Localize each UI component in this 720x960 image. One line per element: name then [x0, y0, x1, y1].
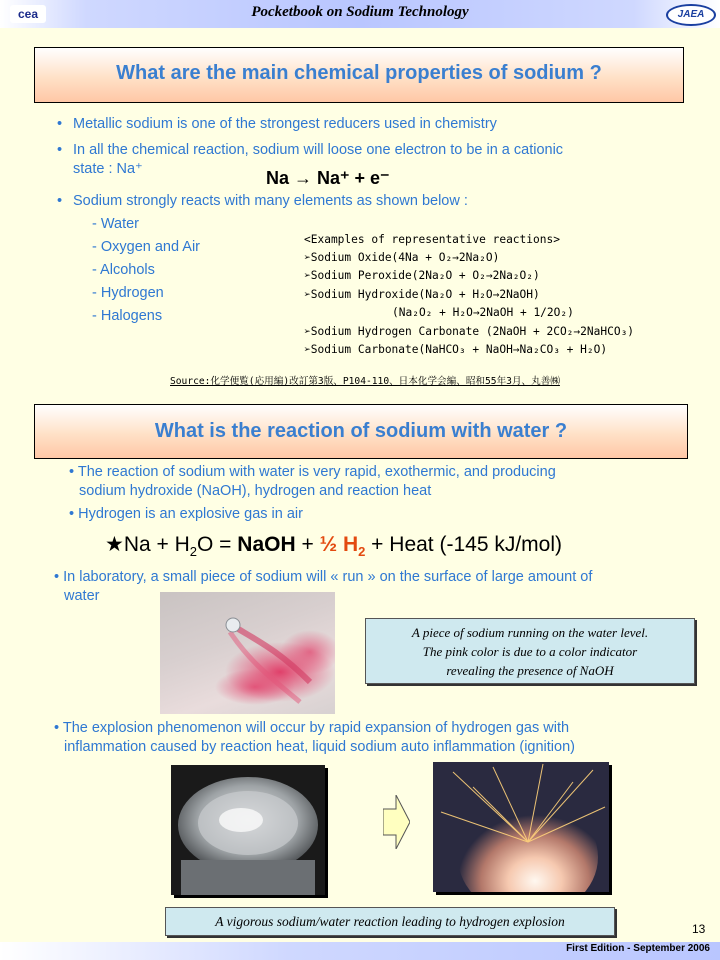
section-2-title-box: [34, 404, 688, 459]
equation-naoh: NaOH: [237, 533, 296, 556]
example-sodium-peroxide: ➢Sodium Peroxide(2Na₂O + O₂→2Na₂O₂): [304, 269, 540, 282]
example-sodium-oxide: ➢Sodium Oxide(4Na + O₂→2Na₂O): [304, 251, 500, 264]
jaea-logo: JAEA: [666, 4, 716, 26]
explosion-caption: A vigorous sodium/water reaction leading to hydrogen explosion: [165, 907, 615, 936]
example-sodium-hydroxide-2: (Na₂O₂ + H₂O→2NaOH + 1/2O₂): [392, 306, 574, 319]
example-sodium-carbonate: ➢Sodium Carbonate(NaHCO₃ + NaOH→Na₂CO₃ + H₂O): [304, 343, 608, 356]
sodium-water-caption: [365, 618, 695, 684]
element-oxygen-air: - Oxygen and Air: [92, 239, 200, 255]
bullet-reacts: Sodium strongly reacts with many elements as shown below :: [73, 193, 468, 209]
bullet-cation-line1: In all the chemical reaction, sodium will loose one electron to be in a cationic: [73, 142, 564, 158]
element-halogens: - Halogens: [92, 308, 163, 324]
page-number: 13: [692, 922, 706, 936]
sodium-water-photo-image: [160, 592, 335, 714]
beaker-photo: [171, 765, 325, 895]
edition-label: First Edition - September 2006: [566, 943, 710, 954]
element-alcohols: - Alcohols: [92, 262, 155, 278]
examples-title: <Examples of representative reactions>: [304, 233, 560, 246]
element-water: - Water: [92, 216, 139, 232]
bullet-marker: •: [57, 193, 63, 209]
bullet-explosive-gas: • Hydrogen is an explosive gas in air: [69, 506, 303, 522]
document-title: Pocketbook on Sodium Technology: [251, 4, 469, 20]
caption-line: A piece of sodium running on the water level.: [411, 625, 649, 640]
sodium-water-photo: [160, 592, 335, 714]
section-1-title: What are the main chemical properties of sodium ?: [116, 62, 602, 84]
bullet-rapid-reaction-line1: • The reaction of sodium with water is very rapid, exothermic, and producing: [69, 464, 556, 480]
equation-hydrogen: [319, 533, 366, 560]
example-hydrogen-carbonate: ➢Sodium Hydrogen Carbonate (2NaOH + 2CO₂→2NaHCO₃): [304, 325, 635, 338]
bullet-cation-line2: state : Na⁺: [73, 161, 143, 177]
right-arrow-shape: [383, 795, 410, 849]
section-1-title-box: [34, 47, 684, 103]
element-hydrogen: - Hydrogen: [92, 285, 164, 301]
bullet-marker: •: [57, 142, 63, 158]
bullet-explosion-line1: • The explosion phenomenon will occur by rapid expansion of hydrogen gas with: [54, 720, 570, 736]
section-2-title: What is the reaction of sodium with water ?: [154, 420, 568, 442]
explosion-photo: [433, 762, 609, 892]
bullet-strong-reducer: Metallic sodium is one of the strongest reducers used in chemistry: [73, 116, 497, 132]
beaker-photo-image: [171, 765, 325, 895]
example-sodium-hydroxide: ➢Sodium Hydroxide(Na₂O + H₂O→2NaOH): [304, 288, 540, 301]
ionization-equation: Na → Na⁺ + e⁻: [266, 168, 390, 188]
bullet-rapid-reaction-line2: sodium hydroxide (NaOH), hydrogen and reaction heat: [79, 483, 432, 499]
equation-part: O =: [197, 533, 238, 556]
bullet-laboratory-line1: • In laboratory, a small piece of sodium will « run » on the surface of large amount of: [54, 569, 593, 585]
caption-line: The pink color is due to a color indicator: [422, 644, 638, 659]
water-reaction-equation: [105, 532, 562, 559]
source-citation: Source:化学便覧(応用編)改訂第3版、P104-110、日本化学会編、昭和55年3月、丸善㈱: [170, 376, 560, 387]
equation-part: ★Na + H: [105, 533, 190, 556]
equation-half-h: ½ H: [319, 533, 359, 556]
cea-logo: cea: [10, 5, 46, 23]
explosion-photo-image: [433, 762, 609, 892]
right-arrow-icon: [383, 795, 410, 849]
caption-line: revealing the presence of NaOH: [446, 663, 614, 678]
equation-part: + Heat (-145 kJ/mol): [365, 533, 562, 556]
bullet-marker: •: [57, 116, 63, 132]
equation-subscript: 2: [189, 544, 198, 560]
bullet-laboratory-line2: water: [64, 588, 100, 604]
equation-subscript: 2: [358, 544, 366, 560]
bullet-explosion-line2: inflammation caused by reaction heat, liquid sodium auto inflammation (ignition): [64, 739, 575, 755]
equation-part: +: [295, 533, 320, 556]
